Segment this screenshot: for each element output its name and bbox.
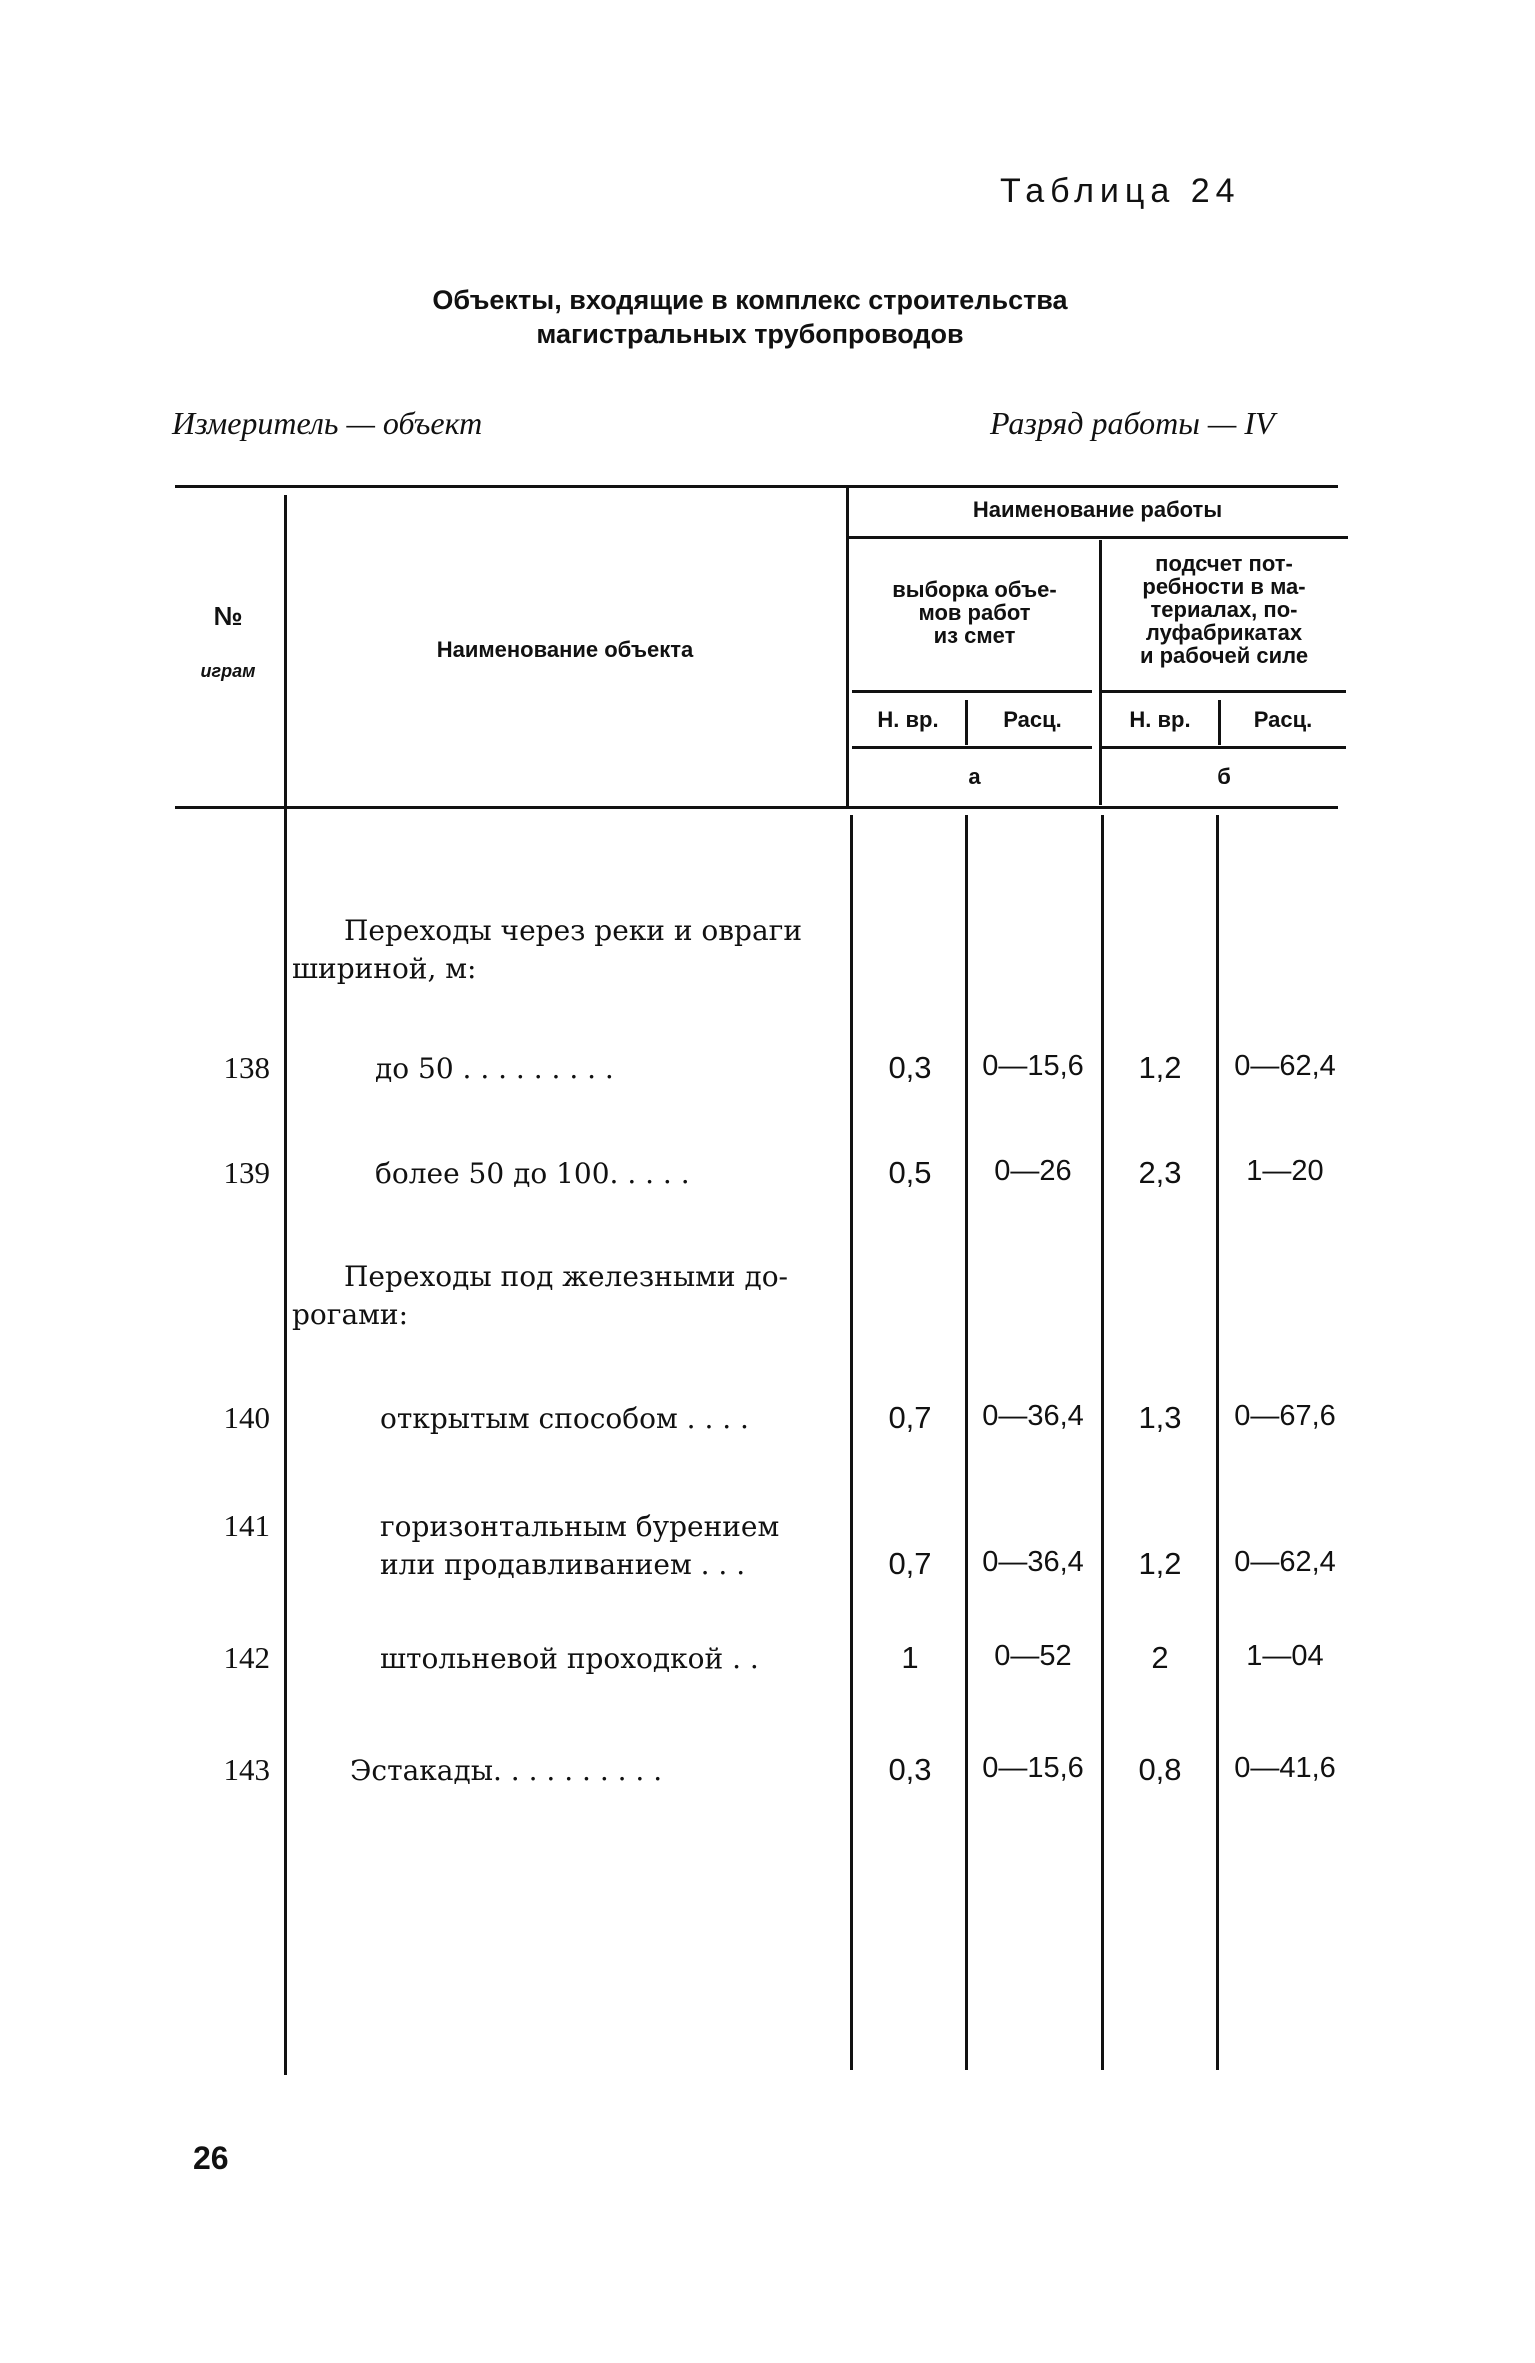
row-name: более 50 до 100. . . . . [375, 1157, 690, 1190]
row-number: 142 [223, 1640, 270, 1675]
header-number-sign: № [213, 601, 243, 631]
section-title-line: Переходы под железными до- [344, 1260, 789, 1293]
row-a-nvr: 0,7 [888, 1400, 932, 1435]
group-b-line: териалах, по- [1150, 597, 1298, 622]
row-b-nvr: 1,3 [1138, 1400, 1182, 1435]
section-title-line: шириной, м: [292, 952, 477, 985]
header-group-b [1104, 552, 1344, 667]
row-b-nvr: 0,8 [1138, 1752, 1182, 1787]
row-number: 139 [223, 1155, 270, 1190]
row-number: 138 [223, 1050, 270, 1085]
group-b-line: луфабрикатах [1145, 620, 1303, 645]
row-a-rasc: 0—36,4 [982, 1400, 1084, 1432]
row-number: 143 [223, 1752, 270, 1787]
page-number: 26 [193, 2140, 229, 2176]
group-b-sub-rule [1102, 746, 1346, 749]
header-group-a [852, 578, 1097, 647]
row-number: 140 [223, 1400, 270, 1435]
group-a-line: мов работ [918, 600, 1031, 625]
header-letter-a: а [968, 764, 981, 789]
section-title-railways [292, 1258, 837, 1334]
header-a-rasc: Расц. [1003, 707, 1062, 732]
section-title-rivers [292, 912, 837, 988]
row-a-nvr: 0,3 [888, 1752, 932, 1787]
col-divider-b [1216, 815, 1219, 2070]
work-grade-label: Разряд работы — IV [990, 405, 1275, 441]
row-b-rasc: 0—41,6 [1234, 1752, 1336, 1784]
row-a-nvr: 0,5 [888, 1155, 932, 1190]
row-name: горизонтальным бурением [380, 1510, 780, 1543]
table-top-rule [175, 485, 1338, 488]
row-b-rasc: 1—20 [1246, 1155, 1324, 1187]
group-b-line: и рабочей силе [1139, 643, 1309, 668]
row-name: Эстакады. . . . . . . . . . [350, 1754, 663, 1787]
row-name: открытым способом . . . . [380, 1402, 749, 1435]
col-divider-groups-hdr [1099, 540, 1102, 805]
row-b-rasc: 1—04 [1246, 1640, 1324, 1672]
row-a-nvr: 0,7 [888, 1546, 932, 1581]
row-b-rasc: 0—62,4 [1234, 1546, 1336, 1578]
group-a-line: выборка объе- [892, 577, 1057, 602]
row-a-rasc: 0—15,6 [982, 1752, 1084, 1784]
col-divider-b-hdr [1218, 700, 1221, 745]
row-a-nvr: 0,3 [888, 1050, 932, 1085]
row-a-rasc: 0—52 [994, 1640, 1072, 1672]
row-number: 141 [223, 1508, 270, 1543]
table-label: Таблица 24 [1000, 172, 1241, 210]
col-divider-groups [1101, 815, 1104, 2070]
group-b-line: подсчет пот- [1155, 551, 1293, 576]
row-b-rasc: 0—62,4 [1234, 1050, 1336, 1082]
header-a-nvr: Н. вр. [877, 707, 939, 732]
header-b-rasc: Расц. [1253, 707, 1313, 732]
row-a-rasc: 0—26 [994, 1155, 1072, 1187]
col-divider-name [850, 815, 853, 2070]
header-work-name: Наименование работы [972, 497, 1223, 522]
meter-label: Измеритель — объект [172, 405, 483, 441]
row-a-nvr: 1 [901, 1640, 919, 1675]
row-a-rasc: 0—15,6 [982, 1050, 1084, 1082]
table-heading-line-2: магистральных трубопроводов [536, 319, 964, 349]
group-a-line: из смет [933, 623, 1016, 648]
header-number-sub: играм [200, 661, 256, 681]
table-heading-line-1: Объекты, входящие в комплекс строительства [432, 285, 1068, 315]
header-b-nvr: Н. вр. [1129, 707, 1191, 732]
col-divider-a [965, 815, 968, 2070]
row-b-rasc: 0—67,6 [1234, 1400, 1336, 1432]
row-b-nvr: 1,2 [1138, 1546, 1182, 1581]
header-object-name: Наименование объекта [436, 637, 694, 662]
section-title-line: рогами: [292, 1298, 409, 1331]
col-divider-a-hdr [965, 700, 968, 745]
row-b-nvr: 2 [1151, 1640, 1169, 1675]
row-name: или продавливанием . . . [380, 1548, 746, 1581]
header-letter-b: б [1217, 764, 1231, 789]
col-divider-number [284, 495, 287, 2075]
group-a-rule [852, 690, 1092, 693]
work-name-rule [848, 536, 1348, 539]
row-b-nvr: 1,2 [1138, 1050, 1182, 1085]
row-a-rasc: 0—36,4 [982, 1546, 1084, 1578]
row-name: штольневой проходкой . . [380, 1642, 759, 1675]
section-title-line: Переходы через реки и овраги [344, 914, 802, 947]
col-divider-name-hdr [846, 485, 849, 807]
row-b-nvr: 2,3 [1138, 1155, 1182, 1190]
group-b-line: ребности в ма- [1142, 574, 1306, 599]
row-name: до 50 . . . . . . . . . [375, 1052, 614, 1085]
group-b-rule [1102, 690, 1346, 693]
group-a-sub-rule [852, 746, 1092, 749]
header-bottom-rule [175, 806, 1338, 809]
